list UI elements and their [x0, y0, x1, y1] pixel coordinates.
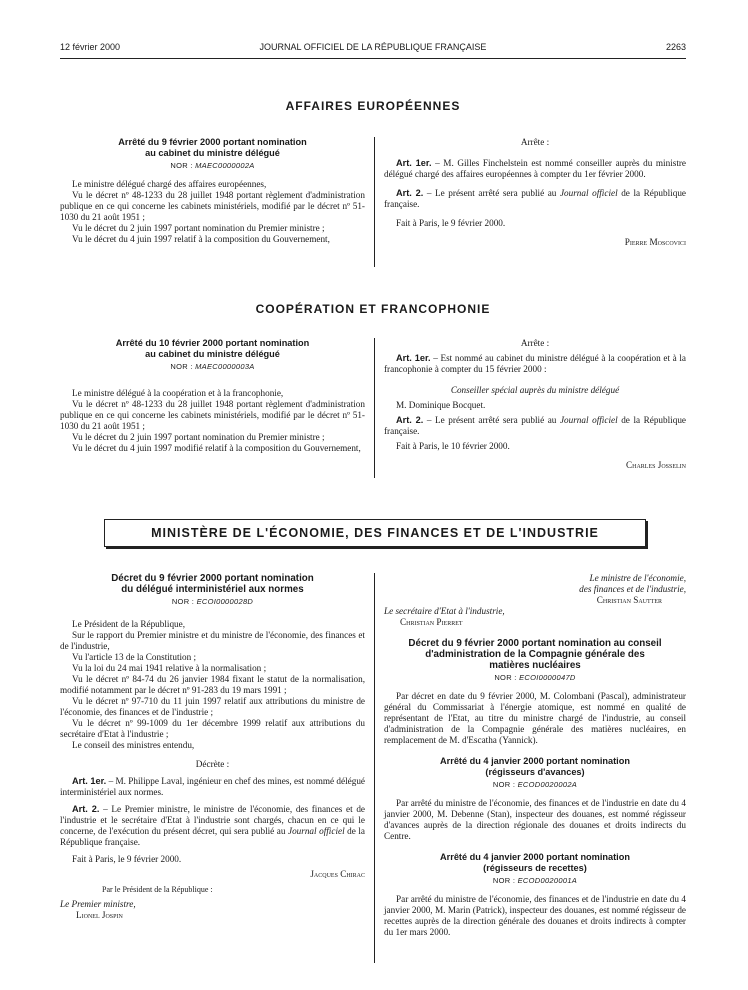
s1-arrete-title: Arrêté du 9 février 2000 portant nomination au cabinet du ministre délégué: [118, 137, 307, 158]
s3-para: Sur le rapport du Premier ministre et du ministre de l'économie, des finances et de l'industrie,: [60, 630, 365, 651]
s1-article-2: Art. 2. – Le présent arrêté sera publié au Journal officiel de la République française.: [384, 188, 686, 209]
s1-nor: NOR : MAEC0000002A: [170, 161, 255, 170]
s1-done-at: Fait à Paris, le 9 février 2000.: [396, 218, 506, 228]
header-rule: [60, 58, 686, 59]
s3-arrete2-title: Arrêté du 4 janvier 2000 portant nomination (régisseurs d'avances): [440, 756, 630, 777]
s3-done-at: Fait à Paris, le 9 février 2000.: [72, 854, 182, 864]
header-page-number: 2263: [665, 42, 686, 52]
s3-decret2-text: Par décret en date du 9 février 2000, M. Colombani (Pascal), administrateur général du Commissariat à l'énergie atomique, est nommé en qualité de représentant de l'Etat, au titre du ministre chargé de l'industrie, au conseil d'administration de la Compagnie générale des matières nucléaires, en remplacement de M. d'Escatha (Yannick).: [384, 691, 686, 745]
s3-right-column: [384, 573, 686, 938]
running-header: [60, 42, 686, 56]
s3-secretary-name: Christian Pierret: [400, 617, 463, 627]
s2-para: Vu le décret du 4 juin 1997 modifié relatif à la composition du Gouvernement,: [72, 443, 361, 453]
s3-par-le-president: Par le Président de la République :: [102, 885, 213, 894]
s2-signature: Charles Josselin: [625, 460, 686, 470]
s2-arrete-label: Arrête :: [520, 338, 550, 348]
s3-para: Vu le décret nº 99-1009 du 1er décembre 1999 relatif aux attributions du secrétaire d'Etat à l'industrie ;: [60, 718, 365, 739]
s1-column-divider: [374, 137, 375, 267]
s3-decret2-nor: NOR : ECOI0000047D: [494, 673, 576, 682]
s3-arrete3-text: Par arrêté du ministre de l'économie, des finances et de l'industrie en date du 4 janvier 2000, M. Marin (Patrick), inspecteur des douanes, est nommé régisseur de recettes auprès de la direction générale des douanes et droits indirects à compter du 1er mars 2000.: [384, 894, 686, 937]
s2-right-column: [384, 338, 686, 471]
header-date: 12 février 2000: [60, 42, 121, 52]
s2-person: M. Dominique Bocquet.: [396, 400, 486, 410]
s1-article-1: Art. 1er. – M. Gilles Finchelstein est nommé conseiller auprès du ministre délégué chargé des affaires européennes à compter du 1er février 2000.: [384, 158, 687, 179]
s3-premier-ministre-label: Le Premier ministre,: [60, 899, 136, 909]
s1-para: Le ministre délégué chargé des affaires européennes,: [72, 179, 267, 189]
s1-arrete-label: Arrête :: [520, 137, 550, 147]
s3-decret2-title: Décret du 9 février 2000 portant nomination au conseil d'administration de la Compagnie générale des matières nucléaires: [408, 638, 662, 671]
header-journal-title: JOURNAL OFFICIEL DE LA RÉPUBLIQUE FRANÇAISE: [259, 42, 487, 52]
s3-signature-president: Jacques Chirac: [310, 869, 365, 879]
s2-article-2: Art. 2. – Le présent arrêté sera publié au Journal officiel de la République française.: [384, 415, 686, 436]
s3-nor: NOR : ECOI0000028D: [171, 597, 254, 606]
s3-para: Vu le décret nº 84-74 du 26 janvier 1984 fixant le statut de la normalisation, modifié notamment par le décret nº 91-283 du 19 mars 1991 ;: [60, 674, 365, 695]
s2-article-1: Art. 1er. – Est nommé au cabinet du ministre délégué à la coopération et à la francophonie à compter du 15 février 2000 :: [384, 353, 687, 374]
s2-left-column: [60, 338, 365, 454]
s3-secretary-label: Le secrétaire d'Etat à l'industrie,: [384, 606, 505, 616]
s2-para: Vu le décret nº 48-1233 du 28 juillet 1948 portant règlement d'administration publique en ce qui concerne les cabinets ministériels, modifié par le décret nº 51-1030 du 21 août 1951 ;: [60, 399, 365, 431]
s3-arrete3-title: Arrêté du 4 janvier 2000 portant nomination (régisseurs de recettes): [440, 852, 630, 873]
s1-signature: Pierre Moscovici: [624, 237, 686, 247]
s3-para: Vu le décret nº 97-710 du 11 juin 1997 relatif aux attributions du ministre de l'économie, des finances et de l'industrie ;: [60, 696, 365, 717]
s3-left-column: [60, 573, 365, 921]
s3-minister-line1: Le ministre de l'économie,: [589, 573, 686, 583]
s1-para: Vu le décret nº 48-1233 du 28 juillet 1948 portant règlement d'administration publique en ce qui concerne les cabinets ministériels, modifié par le décret nº 51-1030 du 21 août 1951 ;: [60, 190, 365, 222]
s3-article-2: Art. 2. – Le Premier ministre, le ministre de l'économie, des finances et de l'industrie et le secrétaire d'Etat à l'industrie sont chargés, chacun en ce qui le concerne, de l'exécution du présent décret, qui sera publié au Journal officiel de la République française.: [60, 804, 366, 847]
s2-subhead: Conseiller spécial auprès du ministre délégué: [450, 385, 620, 395]
section-title-ministere-economie: MINISTÈRE DE L'ÉCONOMIE, DES FINANCES ET DE L'INDUSTRIE: [104, 519, 646, 547]
s1-right-column: [384, 137, 686, 248]
s3-minister-name: Christian Sautter: [596, 595, 662, 605]
s3-para: Le conseil des ministres entendu,: [72, 740, 195, 750]
s3-article-1: Art. 1er. – M. Philippe Laval, ingénieur en chef des mines, est nommé délégué interministériel aux normes.: [60, 776, 365, 797]
s3-arrete3-nor: NOR : ECOD0020001A: [492, 876, 578, 885]
s3-arrete2-nor: NOR : ECOD0020002A: [492, 780, 578, 789]
s2-para: Vu le décret du 2 juin 1997 portant nomination du Premier ministre ;: [72, 432, 325, 442]
s3-para: Vu l'article 13 de la Constitution ;: [72, 652, 197, 662]
s2-arrete-title: Arrêté du 10 février 2000 portant nomination au cabinet du ministre délégué: [115, 338, 310, 359]
section-title-affaires-europeennes: AFFAIRES EUROPÉENNES: [285, 99, 461, 113]
s1-left-column: [60, 137, 365, 245]
s3-minister-line2: des finances et de l'industrie,: [579, 584, 686, 594]
s1-para: Vu le décret du 2 juin 1997 portant nomination du Premier ministre ;: [72, 223, 325, 233]
section-title-cooperation-francophonie: COOPÉRATION ET FRANCOPHONIE: [255, 302, 491, 316]
s3-premier-ministre-name: Lionel Jospin: [76, 910, 123, 920]
s3-decrete-label: Décrète :: [195, 759, 230, 769]
s1-para: Vu le décret du 4 juin 1997 relatif à la composition du Gouvernement,: [72, 234, 330, 244]
s3-column-divider: [374, 573, 375, 963]
s2-para: Le ministre délégué à la coopération et à la francophonie,: [72, 388, 284, 398]
s3-para: Le Président de la République,: [72, 619, 186, 629]
s2-column-divider: [374, 338, 375, 478]
s3-decret-title: Décret du 9 février 2000 portant nomination du délégué interministériel aux normes: [111, 573, 314, 595]
s3-arrete2-text: Par arrêté du ministre de l'économie, des finances et de l'industrie en date du 4 janvier 2000, M. Debenne (Stan), inspecteur des douanes, est nommé régisseur d'avances auprès de la direction régionale des douanes et droits indirects du Centre.: [384, 798, 686, 841]
s2-nor: NOR : MAEC0000003A: [170, 362, 255, 371]
s3-para: Vu la loi du 24 mai 1941 relative à la normalisation ;: [72, 663, 267, 673]
s2-done-at: Fait à Paris, le 10 février 2000.: [396, 441, 510, 451]
